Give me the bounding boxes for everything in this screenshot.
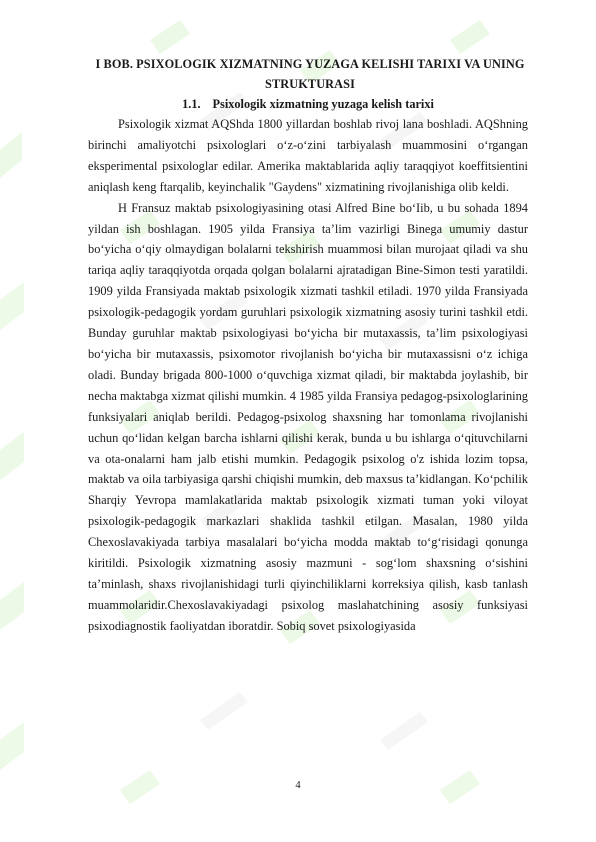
watermark-mark: [0, 722, 24, 770]
watermark-mark: [150, 20, 190, 54]
section-number: 1.1.: [182, 97, 201, 111]
watermark-mark: [380, 712, 428, 750]
section-title: Psixologik xizmatning yuzaga kelish tarixi: [212, 97, 434, 111]
paragraph: H Fransuz maktab psixologiyasining otasi Alfred Bine bo‘Iib, u bu sohada 1894 yildan ish boshlagan. 1905 yilda Fransiya ta’lim vazirligi Binega umumiy dastur bo‘yicha o‘qiy olmaydigan bolalarni tekshirish muammosi bilan murojaat qiladi va shu tariqa aqliy taraqqiyotda orqada qolgan bolalarni ajratadigan Bine-Simon testi yaratildi. 1909 yilda Fransiyada maktab psixologik xizmati tashkil etiladi. 1970 yilda Fransiyada psixologik-pedagogik yordam guruhlari psixologik xizmatning asosiy turini tashkil etdi. Bunday guruhlar maktab psixologiyasi bo‘yicha bir mutaxassis, ta’lim psixologiyasi bo‘yicha bir mutaxassis, psixomotor rivojlanish bo‘yicha bir mutaxassisni o‘z ichiga oladi. Bunday brigada 800-1000 o‘quvchiga xizmat qiladi, bir maktabda joylashib, bir necha maktabga xizmat qilishi mumkin. 4 1985 yilda Fransiya pedagog-psixologlarining funksiyalari aniqlab berildi. Pedagog-psixolog shaxsning har tomonlama rivojlanishi uchun qo‘lidan kelgan barcha ishlarni qilishi kerak, bunda u bu ishlarga o‘qituvchilarni va ota-onalarni ham jalb etishi mumkin. Pedagogik psixolog o'z ishida lozim topsa, maktab va oila tarbiyasiga qarshi chiqishi mumkin, deb maxsus ta’kidlangan. Ko‘pchilik Sharqiy Yevropa mamlakatlarida maktab psixologik xizmati tuman yoki viloyat psixologik-pedagogik markazlari shaklida tashkil etilgan. Masalan, 1980 yilda Chexoslavakiyada tarbiya masalalari bo‘yicha modda maktab to‘g‘risidagi qonunga kiritildi. Psixologik xizmatning asosiy mazmuni - sog‘lom shaxsning o‘sishini ta’minlash, shaxs rivojlanishidagi turli qiyinchiliklarni korreksiya qilish, kasb tanlash muammolaridir.Chexoslavakiyadagi psixolog maslahatchining asosiy funksiyasi psixodiagnostik faoliyatdan iboratdir. Sobiq sovet psixologiyasida: [88, 200, 528, 633]
watermark-mark: [450, 20, 490, 54]
watermark-mark: [0, 432, 24, 480]
page-content: [88, 54, 528, 637]
section-heading: [88, 94, 528, 114]
watermark-mark: [0, 282, 24, 330]
watermark-mark: [200, 692, 248, 730]
paragraph: Psixologik xizmat AQShda 1800 yillardan boshlab rivoj lana boshladi. AQShning birinchi amaliyotchi psixologlari o‘z-o‘zini tarbiyalash muammosini o‘rgangan eksperimental psixologlar edilar. Amerika maktablarida aqliy taraqqiyot koeffitsientini aniqlash keng ftarqalib, keyinchalik "Gaydens" xizmatining rivojlanishiga olib keldi.: [88, 117, 528, 194]
watermark-mark: [0, 582, 24, 630]
watermark-mark: [0, 132, 22, 178]
page-number: 4: [295, 780, 301, 791]
chapter-title: I BOB. PSIXOLOGIK XIZMATNING YUZAGA KELISHI TARIXI VA UNING STRUKTURASI: [95, 57, 525, 91]
